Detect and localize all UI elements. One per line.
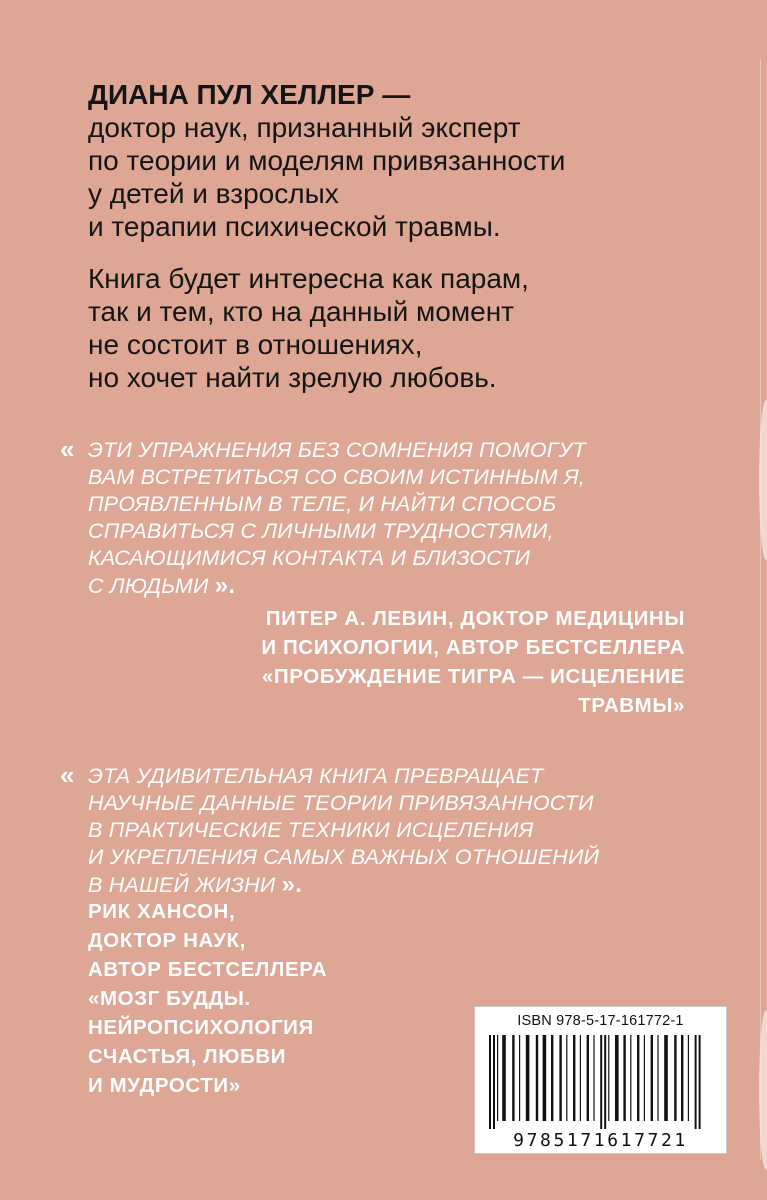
quote-line: НАУЧНЫЕ ДАННЫЕ ТЕОРИИ ПРИВЯЗАННОСТИ bbox=[88, 791, 594, 815]
barcode-bar bbox=[644, 1035, 645, 1121]
testimonial-hanson bbox=[60, 760, 700, 899]
barcode-bar bbox=[512, 1035, 514, 1121]
attribution-line: ПИТЕР А. ЛЕВИН, ДОКТОР МЕДИЦИНЫ bbox=[265, 607, 685, 630]
barcode-bar bbox=[566, 1035, 567, 1121]
attribution-line: «ПРОБУЖДЕНИЕ ТИГРА — ИСЦЕЛЕНИЕ bbox=[261, 665, 685, 688]
attribution-hanson bbox=[88, 897, 327, 1100]
quote-line: ПРОЯВЛЕННЫМ В ТЕЛЕ, И НАЙТИ СПОСОБ bbox=[88, 492, 557, 516]
bio-line: и терапии психической травмы. bbox=[88, 211, 501, 242]
attribution-levin bbox=[261, 604, 685, 720]
barcode-bar bbox=[681, 1035, 683, 1121]
close-quote-mark: ». bbox=[214, 572, 236, 599]
open-quote-mark: « bbox=[60, 760, 75, 790]
quote-text bbox=[60, 434, 700, 600]
barcode-bar bbox=[604, 1035, 606, 1129]
barcode-bar bbox=[580, 1035, 581, 1121]
attribution-line: СЧАСТЬЯ, ЛЮБВИ bbox=[88, 1045, 287, 1068]
quote-line: В ПРАКТИЧЕСКИЕ ТЕХНИКИ ИСЦЕЛЕНИЯ bbox=[88, 818, 534, 842]
barcode-bar bbox=[519, 1035, 520, 1121]
barcode-bar bbox=[674, 1035, 676, 1121]
edge-decoration-bottom bbox=[759, 1010, 767, 1170]
barcode-bar bbox=[615, 1035, 619, 1121]
quote-line: С ЛЮДЬМИ bbox=[88, 574, 209, 598]
barcode-bar bbox=[551, 1035, 553, 1121]
quote-line: ЭТИ УПРАЖНЕНИЯ БЕЗ СОМНЕНИЯ ПОМОГУТ bbox=[88, 438, 586, 462]
quote-text bbox=[60, 760, 700, 899]
attribution-line: И МУДРОСТИ» bbox=[88, 1074, 241, 1097]
barcode-bar bbox=[526, 1035, 530, 1121]
quote-line: СПРАВИТЬСЯ С ЛИЧНЫМИ ТРУДНОСТЯМИ, bbox=[88, 519, 554, 543]
quote-line: ВАМ ВСТРЕТИТЬСЯ СО СВОИМ ИСТИННЫМ Я, bbox=[88, 465, 586, 489]
pitch-line: Книга будет интересна как парам, bbox=[88, 263, 529, 294]
isbn-barcode bbox=[474, 1006, 727, 1154]
barcode-bar bbox=[493, 1035, 495, 1129]
barcode-bar bbox=[699, 1035, 701, 1129]
pitch-line: так и тем, кто на данный момент bbox=[88, 296, 514, 327]
author-bio bbox=[88, 78, 728, 243]
spine-edge bbox=[760, 60, 767, 1160]
barcode-bar bbox=[593, 1035, 594, 1121]
open-quote-mark: « bbox=[60, 434, 75, 464]
quote-line: ЭТА УДИВИТЕЛЬНАЯ КНИГА ПРЕВРАЩАЕТ bbox=[88, 764, 544, 788]
barcode-bar bbox=[651, 1035, 653, 1121]
attribution-line: «МОЗГ БУДДЫ. bbox=[88, 987, 251, 1010]
barcode-bar bbox=[536, 1035, 538, 1121]
barcode-bar bbox=[688, 1035, 689, 1121]
barcode-bar bbox=[497, 1035, 498, 1121]
bio-line: по теории и моделям привязанности bbox=[88, 145, 566, 176]
bio-line: доктор наук, признанный эксперт bbox=[88, 112, 521, 143]
quote-line: КАСАЮЩИМИСЯ КОНТАКТА И БЛИЗОСТИ bbox=[88, 546, 531, 570]
attribution-line: ДОКТОР НАУК, bbox=[88, 929, 246, 952]
barcode-bar bbox=[502, 1035, 506, 1121]
barcode-bar bbox=[600, 1035, 602, 1129]
bio-line: у детей и взрослых bbox=[88, 178, 339, 209]
quote-line: И УКРЕПЛЕНИЯ САМЫХ ВАЖНЫХ ОТНОШЕНИЙ bbox=[88, 845, 600, 869]
attribution-line: НЕЙРОПСИХОЛОГИЯ bbox=[88, 1016, 314, 1039]
barcode-bar bbox=[543, 1035, 547, 1121]
attribution-line: РИК ХАНСОН, bbox=[88, 900, 236, 923]
barcode-bars bbox=[489, 1035, 714, 1129]
barcode-bar bbox=[695, 1035, 697, 1129]
barcode-bar bbox=[608, 1035, 609, 1121]
edge-decoration-top bbox=[759, 400, 767, 560]
author-name: ДИАНА ПУЛ ХЕЛЛЕР — bbox=[88, 79, 411, 110]
barcode-bar bbox=[657, 1035, 658, 1121]
testimonial-levin bbox=[60, 434, 700, 600]
barcode-bar bbox=[489, 1035, 491, 1129]
attribution-line: И ПСИХОЛОГИИ, АВТОР БЕСТСЕЛЛЕРА bbox=[261, 636, 685, 659]
pitch-line: не состоит в отношениях, bbox=[88, 329, 423, 360]
attribution-line: АВТОР БЕСТСЕЛЛЕРА bbox=[88, 958, 328, 981]
book-pitch bbox=[88, 262, 728, 394]
barcode-bar bbox=[587, 1035, 589, 1121]
barcode-digits: 9785171617721 bbox=[513, 1130, 688, 1151]
barcode-bar bbox=[630, 1035, 631, 1121]
barcode-bar bbox=[559, 1035, 561, 1121]
close-quote-mark: ». bbox=[281, 871, 303, 898]
attribution-line: ТРАВМЫ» bbox=[578, 694, 685, 717]
barcode-bar bbox=[664, 1035, 668, 1121]
barcode-bar bbox=[573, 1035, 575, 1121]
barcode-bar bbox=[623, 1035, 625, 1121]
quote-line: В НАШЕЙ ЖИЗНИ bbox=[88, 873, 276, 897]
barcode-bar bbox=[637, 1035, 639, 1121]
isbn-number: ISBN 978-5-17-161772-1 bbox=[517, 1013, 684, 1029]
pitch-line: но хочет найти зрелую любовь. bbox=[88, 362, 497, 393]
